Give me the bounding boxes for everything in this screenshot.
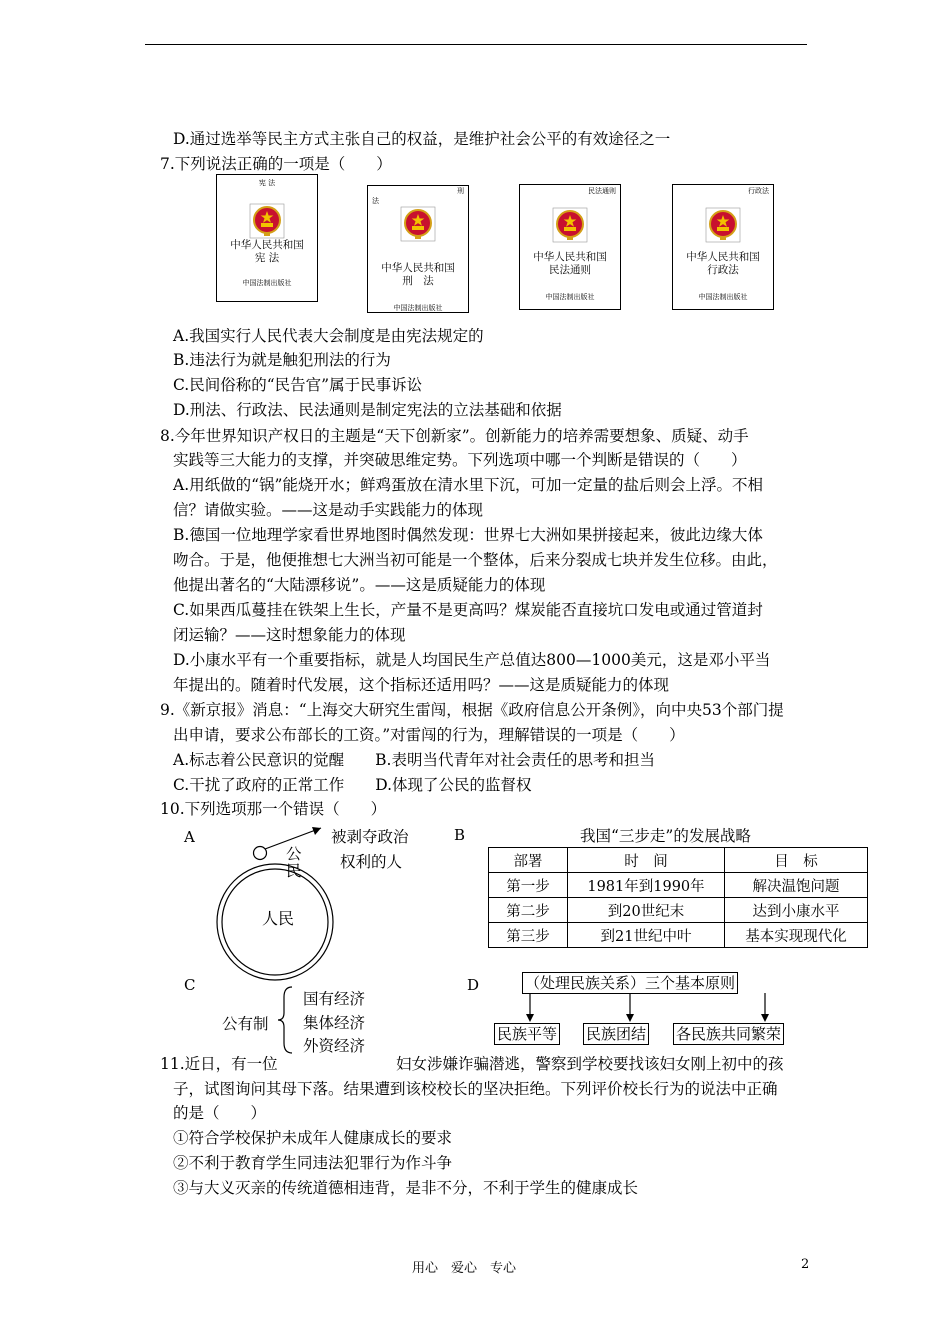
- national-emblem-icon: [400, 206, 436, 242]
- diagram-d-item-box: 民族平等: [494, 1023, 560, 1045]
- table-cell: 第一步: [489, 873, 568, 898]
- q8-option-d-2: 年提出的。随着时代发展，这个指标还适用吗？——这是质疑能力的体现: [173, 676, 670, 694]
- q11-statement-2: ②不利于教育学生同违法犯罪行为作斗争: [173, 1154, 453, 1172]
- q11-stem-2: 子，试图询问其母下落。结果遭到该校校长的坚决拒绝。下列评价校长行为的说法中正确: [173, 1080, 778, 1098]
- book-title-line2: 刑 法: [402, 275, 434, 287]
- diagram-b-label: B: [454, 826, 466, 844]
- q8-option-b-2: 吻合。于是，他便推想七大洲当初可能是一个整体，后来分裂成七块并发生位移。由此，: [173, 551, 778, 569]
- diagram-a-arrow-text-2: 权利的人: [340, 853, 403, 871]
- q8-stem-2: 实践等三大能力的支撑，并突破思维定势。下列选项中哪一个判断是错误的（ ）: [173, 451, 747, 469]
- book-spine-label: 行政法: [748, 187, 769, 195]
- q8-option-c-1: C.如果西瓜蔓挂在铁架上生长，产量不是更高吗？煤炭能否直接坑口发电或通过管道封: [173, 601, 763, 619]
- diagram-c-brace: [276, 985, 296, 1055]
- book-spine-label: 法: [372, 197, 379, 205]
- table-cell: 第三步: [489, 923, 568, 948]
- diagram-a-arrow-text-1: 被剥夺政治: [331, 828, 409, 846]
- diagram-a-label: A: [184, 828, 195, 846]
- q7-option-a: A.我国实行人民代表大会制度是由宪法规定的: [173, 327, 484, 345]
- q7-option-b: B.违法行为就是触犯刑法的行为: [173, 351, 391, 369]
- diagram-d-item-box: 各民族共同繁荣: [673, 1023, 784, 1045]
- q8-stem-1: 8.今年世界知识产权日的主题是“天下创新家”。创新能力的培养需要想象、质疑、动手: [160, 427, 749, 445]
- constitution-book: [216, 174, 318, 302]
- civil-law-book: [519, 184, 621, 310]
- q11-stem-3: 的是（ ）: [173, 1104, 267, 1122]
- table-cell: 1981年到1990年: [568, 873, 725, 898]
- three-step-strategy-table: [488, 847, 868, 948]
- book-title-line1: 中华人民共和国: [686, 251, 760, 263]
- diagram-c-root: 公有制: [222, 1015, 269, 1033]
- diagram-c-item: 外资经济: [303, 1037, 366, 1055]
- q10-stem: 10.下列选项那一个错误（ ）: [160, 800, 387, 818]
- criminal-law-book: [367, 185, 469, 313]
- table-header-cell: 目 标: [725, 848, 868, 873]
- book-spine-label-top: 刑: [457, 187, 464, 195]
- book-spine-label: 民法通则: [588, 187, 616, 195]
- diagram-d-label: D: [467, 976, 480, 994]
- q9-options-ab: A.标志着公民意识的觉醒 B.表明当代青年对社会责任的思考和担当: [173, 751, 655, 769]
- diagram-a-inner-label: 公民: [286, 845, 302, 880]
- book-publisher: 中国法制出版社: [393, 304, 443, 312]
- book-spine-label: 宪 法: [258, 179, 276, 187]
- table-cell: 到20世纪末: [568, 898, 725, 923]
- diagram-c-item: 国有经济: [303, 990, 366, 1008]
- q9-stem-2: 出申请，要求公布部长的工资。”对雷闯的行为，理解错误的一项是（ ）: [173, 726, 685, 744]
- diagram-c-item: 集体经济: [303, 1014, 366, 1032]
- q11-stem-1b: 妇女涉嫌诈骗潜逃，警察到学校要找该妇女刚上初中的孩: [396, 1055, 784, 1073]
- book-title-line1: 中华人民共和国: [381, 262, 455, 274]
- diagram-a-outer-label: 人民: [262, 909, 295, 928]
- q11-statement-1: ①符合学校保护未成年人健康成长的要求: [173, 1129, 453, 1147]
- q8-option-a-2: 信？请做实验。——这是动手实践能力的体现: [173, 501, 484, 519]
- table-row: [489, 873, 868, 898]
- q8-option-c-2: 闭运输？——这时想象能力的体现: [173, 626, 406, 644]
- footer-motto: 用心 爱心 专心: [412, 1261, 517, 1276]
- q8-option-b-3: 他提出著名的“大陆漂移说”。——这是质疑能力的体现: [173, 576, 546, 594]
- q7-option-d: D.刑法、行政法、民法通则是制定宪法的立法基础和依据: [173, 401, 562, 419]
- diagram-d-arrows: [520, 993, 790, 1023]
- diagram-d-root-box: （处理民族关系）三个基本原则: [522, 972, 738, 994]
- book-title-line2: 行政法: [707, 264, 739, 276]
- table-row: [489, 898, 868, 923]
- q11-stem-1a: 11.近日，有一位: [160, 1055, 278, 1073]
- q9-stem-1: 9.《新京报》消息：“上海交大研究生雷闯，根据《政府信息公开条例》，向中央53个部门提: [160, 701, 784, 719]
- book-publisher: 中国法制出版社: [545, 293, 595, 301]
- book-publisher: 中国法制出版社: [698, 293, 748, 301]
- table-header-row: [489, 848, 868, 873]
- national-emblem-icon: [705, 207, 741, 243]
- table-cell: 解决温饱问题: [725, 873, 868, 898]
- book-title-line1: 中华人民共和国: [533, 251, 607, 263]
- table-header-cell: 时 间: [568, 848, 725, 873]
- book-title-line2: 宪 法: [254, 252, 280, 264]
- q8-option-a-1: A.用纸做的“锅”能烧开水；鲜鸡蛋放在清水里下沉，可加一定量的盐后则会上浮。不相: [173, 476, 763, 494]
- administrative-law-book: [672, 184, 774, 310]
- page-number: 2: [801, 1257, 810, 1272]
- q8-option-b-1: B.德国一位地理学家看世界地图时偶然发现：世界七大洲如果拼接起来，彼此边缘大体: [173, 526, 763, 544]
- q7-option-c: C.民间俗称的“民告官”属于民事诉讼: [173, 376, 423, 394]
- book-title-line2: 民法通则: [549, 264, 591, 276]
- national-emblem-icon: [552, 207, 588, 243]
- national-emblem-icon: [249, 203, 285, 239]
- book-title-line1: 中华人民共和国: [230, 239, 304, 251]
- table-cell: 达到小康水平: [725, 898, 868, 923]
- table-cell: 基本实现现代化: [725, 923, 868, 948]
- table-cell: 第二步: [489, 898, 568, 923]
- q8-option-d-1: D.小康水平有一个重要指标，就是人均国民生产总值达800—1000美元，这是邓小平当: [173, 651, 771, 669]
- table-row: [489, 923, 868, 948]
- book-publisher: 中国法制出版社: [242, 279, 292, 287]
- q7-stem: 7.下列说法正确的一项是（ ）: [160, 155, 392, 173]
- diagram-c-label: C: [184, 976, 196, 994]
- diagram-b-title: 我国“三步走”的发展战略: [580, 827, 751, 845]
- q9-options-cd: C.干扰了政府的正常工作 D.体现了公民的监督权: [173, 776, 532, 794]
- table-header-cell: 部署: [489, 848, 568, 873]
- q11-statement-3: ③与大义灭亲的传统道德相违背，是非不分，不利于学生的健康成长: [173, 1179, 639, 1197]
- table-cell: 到21世纪中叶: [568, 923, 725, 948]
- q6-option-d: D.通过选举等民主方式主张自己的权益，是维护社会公平的有效途径之一: [173, 130, 671, 148]
- header-rule: [145, 44, 807, 45]
- diagram-d-item-box: 民族团结: [583, 1023, 649, 1045]
